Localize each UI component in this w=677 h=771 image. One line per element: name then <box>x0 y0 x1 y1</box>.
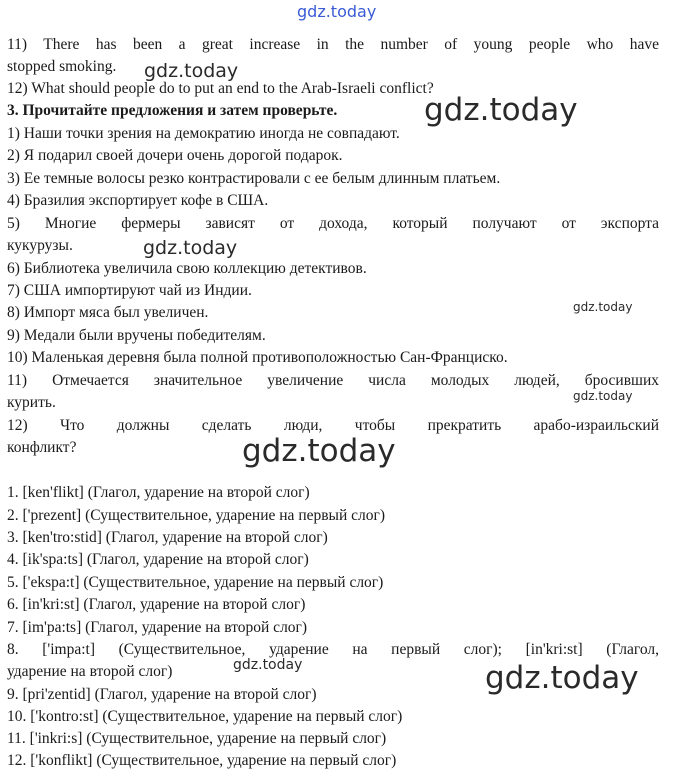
watermark: gdz.today <box>233 657 303 673</box>
sentence-line: курить. <box>7 394 56 411</box>
answer-line: ударение на второй слог) <box>7 663 173 680</box>
answer-line: 4. [ik'spa:ts] (Глагол, ударение на второй слог) <box>7 551 309 568</box>
sentence-line: конфликт? <box>7 439 77 456</box>
answer-line: 7. [im'pa:ts] (Глагол, ударение на второй слог) <box>7 619 308 636</box>
sentence-line: 10) Маленькая деревня была полной противоположностью Сан-Франциско. <box>7 349 508 366</box>
answer-line: 10. ['kontro:st] (Существительное, ударение на первый слог) <box>7 708 403 725</box>
sentence-line: 12) Что должны сделать люди, чтобы прекратить арабо-израильский <box>7 417 659 434</box>
answer-line: 6. [in'kri:st] (Глагол, ударение на второй слог) <box>7 596 306 613</box>
sentence-line: 7) США импортируют чай из Индии. <box>7 282 252 299</box>
answer-line: 8. ['impa:t] (Существительное, ударение на первый слог); [in'kri:st] (Глагол, <box>7 641 659 658</box>
sentence-line: 9) Медали были вручены победителям. <box>7 327 266 344</box>
sentence-line: 2) Я подарил своей дочери очень дорогой подарок. <box>7 147 343 164</box>
sentence-line: 5) Многие фермеры зависят от дохода, который получают от экспорта <box>7 215 659 232</box>
english-line: 11) There has been a great increase in the number of young people who have <box>7 36 659 53</box>
sentence-line: 6) Библиотека увеличила свою коллекцию детективов. <box>7 260 367 277</box>
answer-line: 11. ['inkri:s] (Существительное, ударение на первый слог) <box>7 730 387 747</box>
english-line: 12) What should people do to put an end to the Arab-Israeli conflict? <box>7 80 434 97</box>
watermark: gdz.today <box>143 237 238 259</box>
answer-line: 5. ['ekspa:t] (Существительное, ударение на первый слог) <box>7 574 384 591</box>
answer-line: 2. ['prezent] (Существительное, ударение на первый слог) <box>7 507 386 524</box>
sentence-line: 1) Наши точки зрения на демократию иногда не совпадают. <box>7 125 400 142</box>
watermark: gdz.today <box>242 433 396 469</box>
sentence-line: 11) Отмечается значительное увеличение числа молодых людей, бросивших <box>7 372 659 389</box>
task3-heading: 3. Прочитайте предложения и затем проверьте. <box>7 102 338 119</box>
sentence-line: кукурузы. <box>7 237 73 254</box>
watermark: gdz.today <box>573 300 633 314</box>
english-line: stopped smoking. <box>7 58 117 75</box>
answer-line: 9. [pri'zentid] (Глагол, ударение на второй слог) <box>7 686 317 703</box>
sentence-line: 8) Импорт мяса был увеличен. <box>7 304 209 321</box>
answer-line: 1. [ken'flikt] (Глагол, ударение на второй слог) <box>7 484 310 501</box>
watermark-top: gdz.today <box>297 2 377 21</box>
answer-line: 12. ['konflikt] (Существительное, ударение на первый слог) <box>7 752 397 769</box>
answer-line: 3. [ken'tro:stid] (Глагол, ударение на второй слог) <box>7 529 328 546</box>
watermark: gdz.today <box>485 660 639 696</box>
watermark: gdz.today <box>573 389 633 403</box>
sentence-line: 4) Бразилия экспортирует кофе в США. <box>7 192 269 209</box>
sentence-line: 3) Ее темные волосы резко контрастировали с ее белым длинным платьем. <box>7 170 501 187</box>
watermark: gdz.today <box>424 92 578 128</box>
watermark: gdz.today <box>144 60 239 82</box>
